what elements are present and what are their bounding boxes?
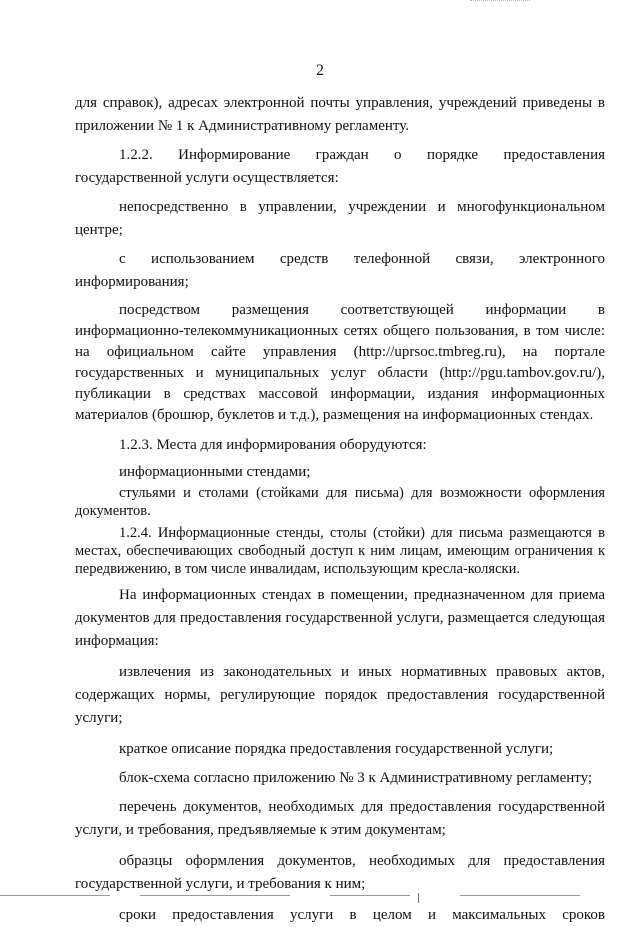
paragraph: На информационных стендах в помещении, предназначенном для приема документов для предоставления государственной услуги, размещается следующая информация: (75, 587, 605, 649)
paragraph: непосредственно в управлении, учреждении и многофункциональном центре; (75, 199, 605, 238)
document-body (75, 92, 605, 927)
paragraph: с использованием средств телефонной связи, электронного информирования; (75, 251, 605, 290)
paragraph: 1.2.4. Информационные стенды, столы (стойки) для письма размещаются в местах, обеспечивающих свободный доступ к ним лицам, имеющим ограничения к передвижению, в том числе инвалидам, использующим кресла-коляски. (75, 525, 605, 577)
paragraph: стульями и столами (стойками для письма) для возможности оформления документов. (75, 485, 605, 519)
scan-artifact (418, 893, 419, 903)
paragraph: 1.2.3. Места для информирования оборудуются: (119, 437, 427, 453)
paragraph: извлечения из законодательных и иных нормативных правовых актов, содержащих нормы, регулирующие порядок предоставления государственной услуги; (75, 664, 605, 726)
paragraph: 1.2.2. Информирование граждан о порядке предоставления государственной услуги осуществляется: (75, 147, 605, 186)
paragraph: образцы оформления документов, необходимых для предоставления государственной услуги, и требования к ним; (75, 853, 605, 892)
scan-artifact (470, 0, 530, 4)
paragraph: информационными стендами; (119, 464, 311, 480)
scan-artifact (330, 895, 410, 896)
scan-artifact (0, 895, 110, 896)
paragraph: сроки предоставления услуги в целом и максимальных сроков (119, 907, 605, 923)
scan-artifact (140, 895, 290, 896)
paragraph: для справок), адресах электронной почты управления, учреждений приведены в приложении № 1 к Административному регламенту. (75, 95, 605, 134)
paragraph: посредством размещения соответствующей информации в информационно-телекоммуникационных сетях общего пользования, в том числе: на официальном сайте управления (http://uprsoc.tmbreg.ru), на портале государственных и муниципальных услуг области (http://pgu.tambov.gov.ru/), публикации в средствах массовой информации, издания информационных материалов (брошюр, буклетов и т.д.), размещения на информационных стендах. (75, 302, 605, 423)
scan-artifact (460, 895, 580, 896)
page-number: 2 (316, 62, 324, 79)
paragraph: краткое описание порядка предоставления государственной услуги; (119, 741, 554, 757)
paragraph: перечень документов, необходимых для предоставления государственной услуги, и требования, предъявляемые к этим документам; (75, 799, 605, 838)
paragraph: блок-схема согласно приложению № 3 к Административному регламенту; (119, 770, 593, 786)
